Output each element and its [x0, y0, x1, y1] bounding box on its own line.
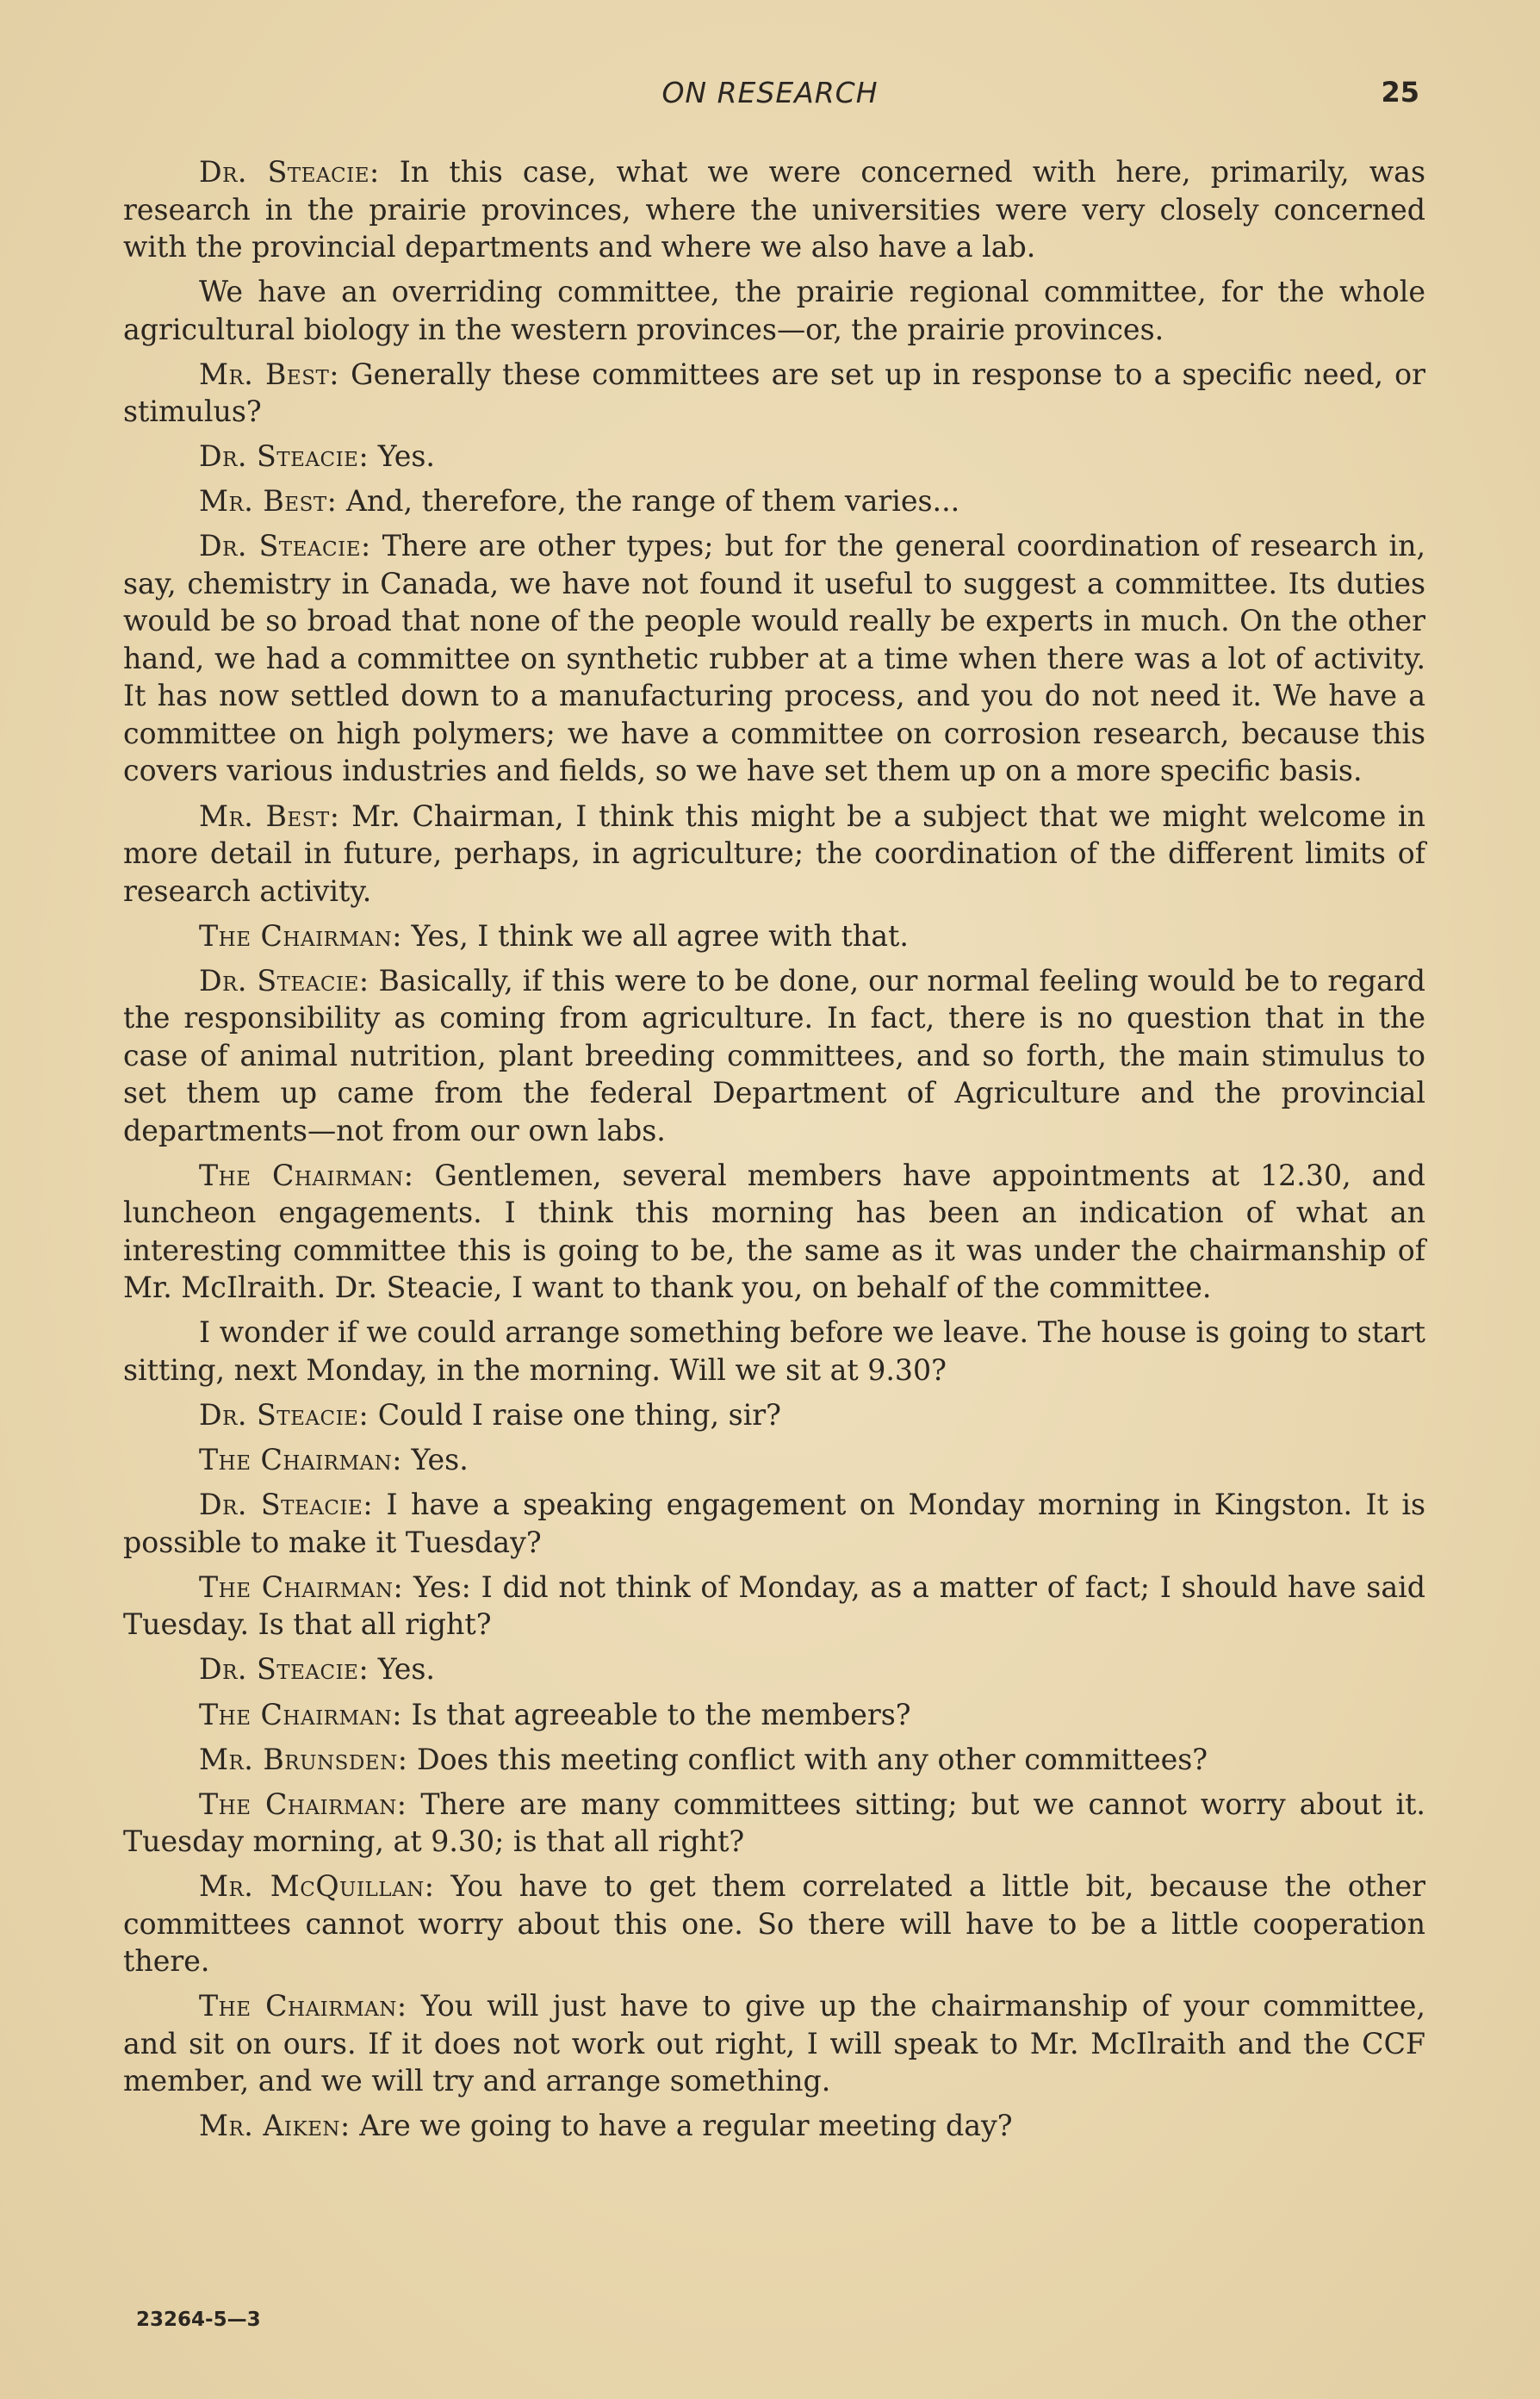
- speaker-name: The Chairman:: [199, 918, 402, 953]
- speaker-name: The Chairman:: [199, 1787, 407, 1821]
- speaker-name: The Chairman:: [199, 1697, 402, 1731]
- speech-text: There are many committees sitting; but we cannot worry about it. Tuesday morning, at 9.30; is that all right?: [123, 1787, 1425, 1859]
- speaker-name: The Chairman:: [199, 1443, 402, 1477]
- speech-text: You will just have to give up the chairmanship of your committee, and sit on ours. If it does not work out right, I will speak to Mr. McIlraith and the CCF member, and we will try and arrange something.: [123, 1989, 1425, 2098]
- speech-text: I wonder if we could arrange something before we leave. The house is going to start sitting, next Monday, in the morning. Will we sit at 9.30?: [123, 1315, 1425, 1387]
- speech-text: Yes.: [369, 1652, 435, 1687]
- page-number: 25: [1381, 76, 1419, 109]
- speaker-name: Mr. Best:: [199, 799, 340, 833]
- paragraph: [123, 1396, 1425, 1434]
- speech-text: Does this meeting conflict with any other committees?: [407, 1742, 1208, 1776]
- speaker-name: Dr. Steacie:: [199, 963, 369, 998]
- speaker-name: The Chairman:: [199, 1989, 407, 2023]
- speaker-name: Mr. Best:: [199, 484, 338, 519]
- speaker-name: Dr. Steacie:: [199, 1398, 369, 1433]
- paragraph: [123, 1569, 1425, 1644]
- speaker-name: Dr. Steacie:: [199, 439, 369, 474]
- paragraph: [123, 1868, 1425, 1980]
- speaker-name: The Chairman:: [199, 1158, 414, 1192]
- running-title: ON RESEARCH: [661, 76, 879, 109]
- speaker-name: Dr. Steacie:: [199, 155, 380, 189]
- speaker-name: Mr. Brunsden:: [199, 1742, 408, 1776]
- speech-text: Is that agreeable to the members?: [401, 1697, 911, 1731]
- paragraph: [123, 1696, 1425, 1734]
- speech-text: Yes.: [401, 1443, 469, 1477]
- paragraph: [123, 527, 1425, 790]
- speaker-name: Mr. Aiken:: [199, 2109, 351, 2143]
- paragraph: [123, 798, 1425, 911]
- speaker-name: Dr. Steacie:: [199, 1652, 369, 1687]
- speaker-name: The Chairman:: [199, 1569, 404, 1604]
- speaker-name: Mr. Best:: [199, 357, 339, 391]
- speech-text: I have a speaking engagement on Monday morning in Kingston. It is possible to make it Tuesday?: [123, 1488, 1426, 1559]
- paragraph: [123, 438, 1425, 475]
- paragraph: [123, 153, 1425, 266]
- speech-text: Yes, I think we all agree with that.: [401, 918, 909, 953]
- paragraph: [123, 1314, 1425, 1389]
- speech-text: In this case, what we were concerned with here, primarily, was research in the prairie provinces, where the universities were very closely concerned with the provincial departments and where we also have a lab.: [123, 155, 1425, 264]
- speaker-name: Dr. Steacie:: [199, 1488, 374, 1522]
- speech-text: Are we going to have a regular meeting day?: [350, 2109, 1013, 2143]
- paragraph: [123, 1786, 1425, 1861]
- speech-text: Could I raise one thing, sir?: [369, 1398, 781, 1433]
- speech-text: Yes: I did not think of Monday, as a matter of fact; I should have said Tuesday. Is that all right?: [123, 1569, 1425, 1642]
- speaker-name: Mr. McQuillan:: [199, 1869, 435, 1904]
- signature-mark: 23264-5—3: [136, 2309, 261, 2331]
- paragraph: [123, 482, 1425, 520]
- paragraph: [123, 356, 1425, 431]
- speech-text: Yes.: [369, 439, 435, 474]
- paragraph: [123, 2107, 1425, 2145]
- speech-text: You have to get them correlated a little bit, because the other committees cannot worry about this one. So there will have to be a little cooperation there.: [123, 1869, 1425, 1979]
- speech-text: Mr. Chairman, I think this might be a subject that we might welcome in more detail in future, perhaps, in agriculture; the coordination of the different limits of research activity.: [123, 799, 1425, 908]
- speech-text: Generally these committees are set up in response to a specific need, or stimulus?: [123, 357, 1426, 429]
- paragraph: [123, 1157, 1425, 1307]
- paragraph: [123, 1987, 1425, 2100]
- speech-text: There are other types; but for the general coordination of research in, say, chemistry in Canada, we have not found it useful to suggest a committee. Its duties would be so broad that none of the people would really be experts in much. On the other hand, we had a committee on synthetic rubber at a time when there was a lot of activity. It has now settled down to a manufacturing process, and you do not need it. We have a committee on high polymers; we have a committee on corrosion research, because this covers various industries and fields, so we have set them up on a more specific basis.: [123, 529, 1426, 788]
- paragraph: [123, 962, 1425, 1150]
- paragraph: [123, 1441, 1425, 1479]
- body-text: [123, 153, 1425, 2153]
- speech-text: Gentlemen, several members have appointments at 12.30, and luncheon engagements. I think this morning has been an indication of what an interesting committee this is going to be, the same as it was under the chairmanship of Mr. McIlraith. Dr. Steacie, I want to thank you, on behalf of the committee.: [123, 1158, 1425, 1305]
- running-header: [121, 76, 1419, 119]
- speech-text: Basically, if this were to be done, our normal feeling would be to regard the responsibility as coming from agriculture. In fact, there is no question that in the case of animal nutrition, plant breeding committees, and so forth, the main stimulus to set them up came from the federal Department of Agriculture and the provincial departments—not from our own labs.: [123, 963, 1425, 1147]
- speaker-name: Dr. Steacie:: [199, 529, 371, 563]
- speech-text: We have an overriding committee, the prairie regional committee, for the whole agricultural biology in the western provinces—or, the prairie provinces.: [123, 275, 1425, 346]
- paragraph: [123, 1486, 1425, 1561]
- paragraph: [123, 1741, 1425, 1779]
- paragraph: [123, 917, 1425, 955]
- paragraph: [123, 273, 1425, 348]
- paragraph: [123, 1650, 1425, 1688]
- speech-text: And, therefore, the range of them varies...: [337, 484, 960, 519]
